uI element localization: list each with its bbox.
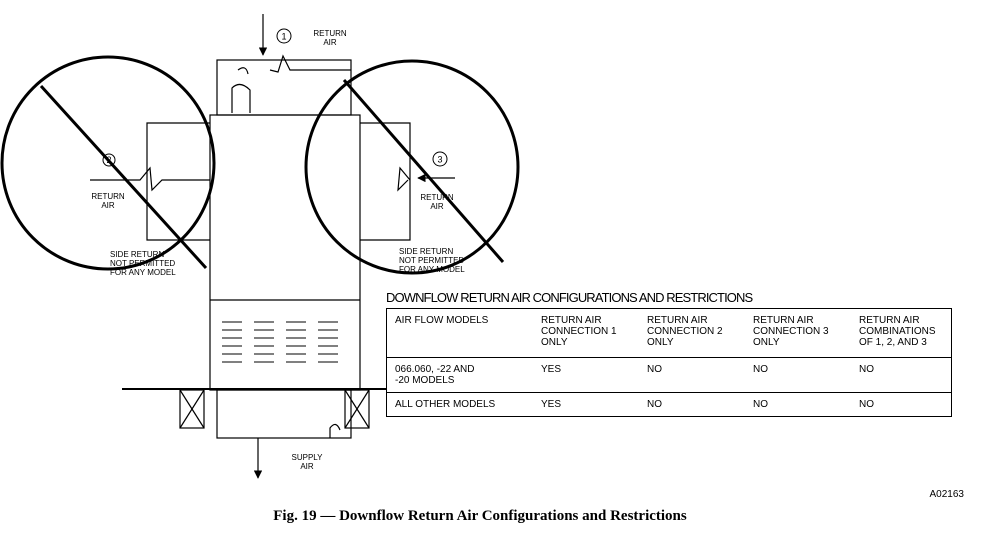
- supply-air-label: SUPPLY AIR: [291, 453, 323, 471]
- return-air-label-right: RETURN AIR: [420, 193, 454, 211]
- side-return-right: [360, 123, 410, 240]
- side-return-left: [90, 123, 210, 240]
- figure-id: A02163: [929, 489, 964, 500]
- table-header-row: [387, 309, 952, 358]
- figure-caption: Fig. 19 — Downflow Return Air Configurations and Restrictions: [273, 508, 687, 524]
- restrictions-table: [386, 308, 952, 417]
- svg-text:1: 1: [281, 31, 287, 42]
- table-cell: ALL OTHER MODELS: [387, 393, 534, 417]
- svg-text:2: 2: [106, 155, 112, 165]
- prohibited-sign-right: [306, 61, 518, 273]
- header-cell: RETURN AIR CONNECTION 1 ONLY: [533, 309, 639, 358]
- table-cell: NO: [639, 393, 745, 417]
- furnace-body: [210, 115, 360, 390]
- table-cell: NO: [639, 358, 745, 393]
- callout-1: [277, 29, 291, 43]
- table-cell: NO: [745, 358, 851, 393]
- callout-3: [433, 152, 447, 166]
- table-cell: 066.060, -22 AND -20 MODELS: [387, 358, 534, 393]
- furnace-louvers: [222, 322, 338, 362]
- return-plenum-top: [217, 56, 351, 115]
- table-row: [387, 393, 952, 417]
- table-cell: NO: [745, 393, 851, 417]
- return-air-label-left: RETURN AIR: [91, 192, 125, 210]
- supply-plenum: [180, 390, 369, 438]
- table-row: [387, 358, 952, 393]
- header-cell: RETURN AIR CONNECTION 3 ONLY: [745, 309, 851, 358]
- table-cell: NO: [851, 393, 952, 417]
- header-cell: AIR FLOW MODELS: [387, 309, 534, 358]
- table-title: DOWNFLOW RETURN AIR CONFIGURATIONS AND RESTRICTIONS: [386, 290, 753, 305]
- return-air-label-top: RETURN AIR: [313, 29, 347, 47]
- table-cell: YES: [533, 358, 639, 393]
- table-cell: NO: [851, 358, 952, 393]
- header-cell: RETURN AIR CONNECTION 2 ONLY: [639, 309, 745, 358]
- side-return-note-left: SIDE RETURN NOT PERMITTED FOR ANY MODEL: [110, 250, 176, 277]
- svg-text:3: 3: [437, 154, 443, 165]
- header-cell: RETURN AIR COMBINATIONS OF 1, 2, AND 3: [851, 309, 952, 358]
- table-cell: YES: [533, 393, 639, 417]
- side-return-note-right: SIDE RETURN NOT PERMITTED FOR ANY MODEL: [399, 247, 465, 274]
